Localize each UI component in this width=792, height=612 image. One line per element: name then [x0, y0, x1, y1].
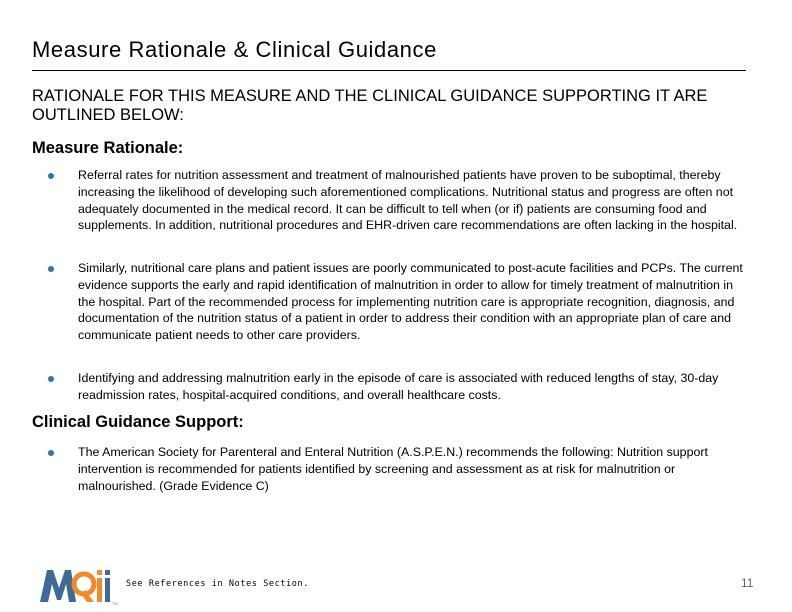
bullet-icon [48, 376, 54, 382]
mqii-logo-icon [38, 564, 120, 606]
bullet-icon [48, 173, 54, 179]
title-divider [32, 70, 746, 71]
bullet-text: Identifying and addressing malnutrition early in the episode of care is associated with reduced lengths of stay, 30-day readmission rates, hospital-acquired conditions, and overall healthcare costs. [78, 371, 719, 402]
section-heading-clinical-guidance: Clinical Guidance Support: [32, 413, 244, 431]
bullet-text: Referral rates for nutrition assessment and treatment of malnourished patients have proven to be suboptimal, thereby increasing the likelihood of developing such aforementioned complications. Nutritional status and progress are often not adequately documented in the medical record. It can be difficult to tell when (or if) patients are consuming food and supplements. In addition, nutritional procedures and EHR-driven care recommendations are often lacking in the hospital. [78, 168, 738, 233]
page-number: 11 [741, 576, 754, 590]
bullet-text: The American Society for Parenteral and Enteral Nutrition (A.S.P.E.N.) recommends the following: Nutrition support intervention is recommended for patients identified by screening and assessment as at risk for malnutrition or malnourished. (Grade Evidence C) [78, 445, 708, 493]
bullet-icon [48, 450, 54, 456]
bullet-icon [48, 266, 54, 272]
svg-text:TM: TM [112, 601, 118, 606]
section-heading-measure-rationale: Measure Rationale: [32, 139, 184, 157]
bullet-text: Similarly, nutritional care plans and patient issues are poorly communicated to post-acute facilities and PCPs. The current evidence supports the early and rapid identification of malnutrition in order to allow for timely treatment of malnutrition in the hospital. Part of the recommended process for implementing nutrition care is appropriate recognition, diagnosis, and documentation of the nutrition status of a patient in order to address their condition with an appropriate plan of care and communicate patient needs to other care providers. [78, 261, 743, 343]
footer-note: See References in Notes Section. [126, 579, 309, 589]
slide-subtitle: RATIONALE FOR THIS MEASURE AND THE CLINICAL GUIDANCE SUPPORTING IT ARE OUTLINED BELOW: [32, 87, 708, 124]
slide-title: Measure Rationale & Clinical Guidance [32, 37, 437, 62]
